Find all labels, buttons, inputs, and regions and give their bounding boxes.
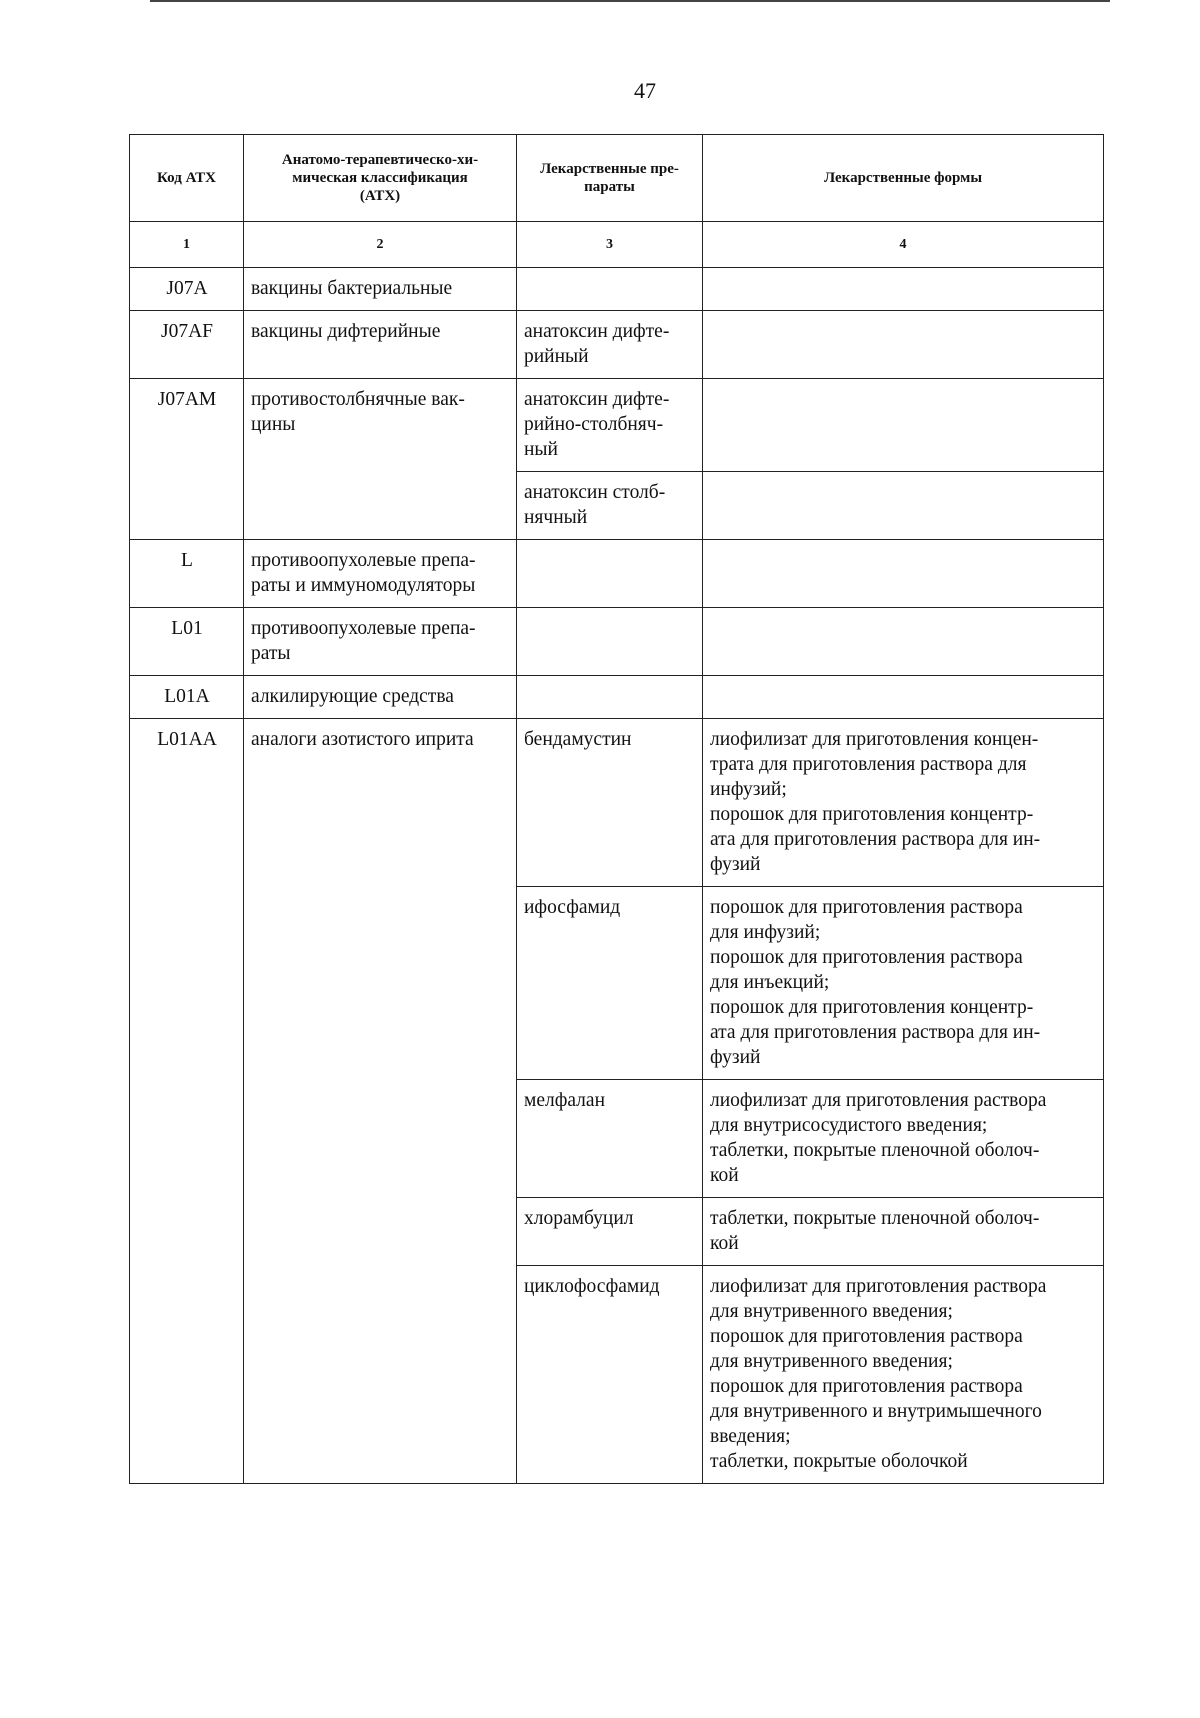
dosage-forms [703, 676, 1104, 719]
drug-name [517, 608, 703, 676]
drug-name: мелфалан [517, 1080, 703, 1198]
drug-name: ифосфамид [517, 887, 703, 1080]
atc-code: J07AM [130, 379, 244, 540]
table-row [130, 268, 1104, 311]
dosage-forms: лиофилизат для приготовления раствора для внутрисосудистого введения; таблетки, покрытые пленочной оболоч- кой [703, 1080, 1104, 1198]
column-number: 2 [244, 222, 517, 268]
page-number: 47 [634, 78, 656, 103]
dosage-forms [703, 608, 1104, 676]
dosage-forms: лиофилизат для приготовления раствора для внутривенного введения; порошок для приготовления раствора для внутривенного введения; порошок для приготовления раствора для внутривенного и внутримышечного введения; таблетки, покрытые оболочкой [703, 1266, 1104, 1484]
table-row [130, 311, 1104, 379]
atc-code: L01 [130, 608, 244, 676]
atc-group-name: противоопухолевые препа- раты и иммуномодуляторы [244, 540, 517, 608]
dosage-forms [703, 472, 1104, 540]
column-number: 4 [703, 222, 1104, 268]
atc-group-name: противостолбнячные вак- цины [244, 379, 517, 540]
atc-code: J07A [130, 268, 244, 311]
column-number-row [130, 222, 1104, 268]
atc-code: L [130, 540, 244, 608]
drug-name: циклофосфамид [517, 1266, 703, 1484]
drug-name [517, 540, 703, 608]
dosage-forms [703, 379, 1104, 472]
drug-name: бендамустин [517, 719, 703, 887]
atc-group-name: аналоги азотистого иприта [244, 719, 517, 1484]
dosage-forms [703, 540, 1104, 608]
atc-table [129, 134, 1104, 1484]
header-drugs: Лекарственные пре- параты [517, 135, 703, 222]
header-classification: Анатомо-терапевтическо-хи- мическая классификация (АТХ) [244, 135, 517, 222]
drug-name: анатоксин дифте- рийный [517, 311, 703, 379]
atc-group-name: вакцины дифтерийные [244, 311, 517, 379]
atc-group-name: алкилирующие средства [244, 676, 517, 719]
dosage-forms [703, 311, 1104, 379]
header-code: Код АТХ [130, 135, 244, 222]
header-row [130, 135, 1104, 222]
atc-group-name: противоопухолевые препа- раты [244, 608, 517, 676]
drug-name [517, 676, 703, 719]
drug-name [517, 268, 703, 311]
atc-code: J07AF [130, 311, 244, 379]
table-row [130, 540, 1104, 608]
header-forms: Лекарственные формы [703, 135, 1104, 222]
drug-name: хлорамбуцил [517, 1198, 703, 1266]
table-row [130, 379, 1104, 472]
dosage-forms: порошок для приготовления раствора для инфузий; порошок для приготовления раствора для инъекций; порошок для приготовления концентр- ата для приготовления раствора для ин- фузий [703, 887, 1104, 1080]
dosage-forms: лиофилизат для приготовления концен- трата для приготовления раствора для инфузий; порошок для приготовления концентр- ата для приготовления раствора для ин- фузий [703, 719, 1104, 887]
table-row [130, 676, 1104, 719]
table-row [130, 608, 1104, 676]
atc-group-name: вакцины бактериальные [244, 268, 517, 311]
drug-name: анатоксин столб- нячный [517, 472, 703, 540]
atc-code: L01A [130, 676, 244, 719]
table-row [130, 719, 1104, 887]
top-rule [150, 0, 1110, 2]
dosage-forms [703, 268, 1104, 311]
dosage-forms: таблетки, покрытые пленочной оболоч- кой [703, 1198, 1104, 1266]
column-number: 1 [130, 222, 244, 268]
atc-code: L01AA [130, 719, 244, 1484]
drug-name: анатоксин дифте- рийно-столбняч- ный [517, 379, 703, 472]
column-number: 3 [517, 222, 703, 268]
